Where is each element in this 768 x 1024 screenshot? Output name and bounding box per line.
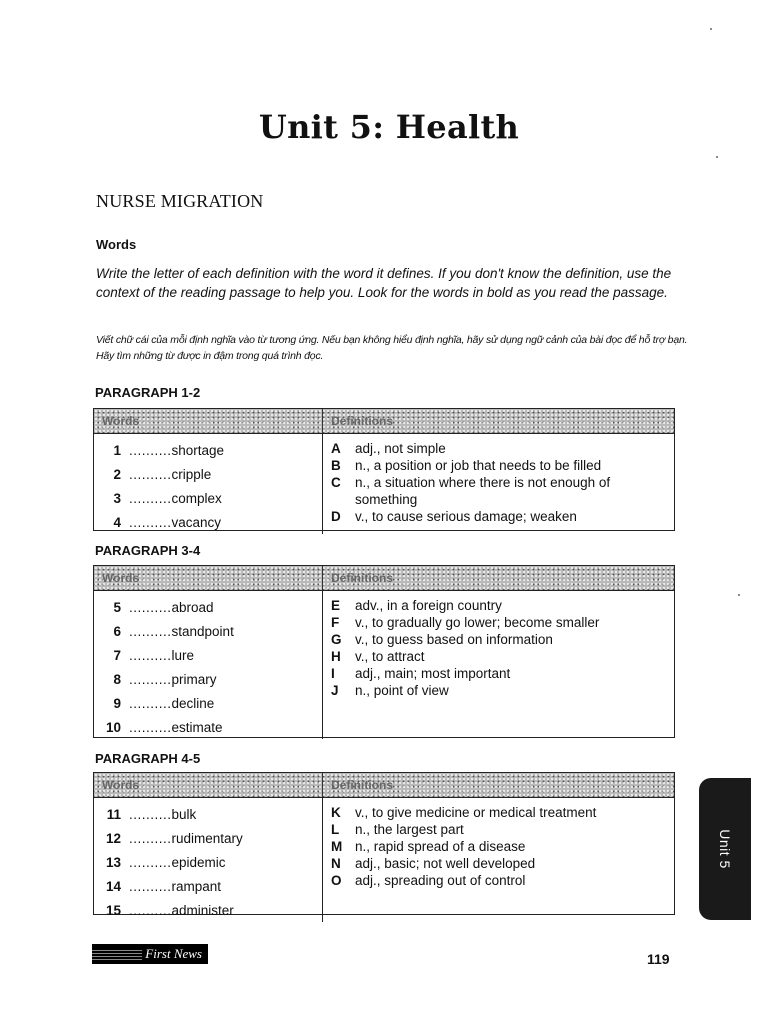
vocab-word: shortage <box>171 442 225 458</box>
paragraph-heading: PARAGRAPH 3-4 <box>95 543 201 558</box>
vocab-word: vacancy <box>171 514 222 530</box>
definitions-column <box>323 798 674 922</box>
definition-letter: J <box>331 683 339 698</box>
vocab-table <box>93 565 675 738</box>
definition-letter: F <box>331 615 340 630</box>
first-news-logo <box>92 944 208 964</box>
word-number: 6 <box>113 623 121 639</box>
word-row <box>94 898 322 922</box>
word-number: 4 <box>113 514 121 530</box>
vocab-word: administer <box>171 902 234 918</box>
word-number: 5 <box>113 599 121 615</box>
definition-text: n., rapid spread of a disease <box>355 839 526 854</box>
definition-text: n., point of view <box>355 683 449 698</box>
page-number: 119 <box>647 951 670 967</box>
definition-letter: M <box>331 839 343 854</box>
definitions-column <box>323 591 674 739</box>
vocab-word: complex <box>171 490 222 506</box>
table-header <box>94 773 674 798</box>
paragraph-heading: PARAGRAPH 1-2 <box>95 385 201 400</box>
definition-letter: I <box>331 666 335 681</box>
definition-row <box>331 838 674 855</box>
words-heading: Words <box>96 237 137 252</box>
words-column-header: Words <box>94 566 323 590</box>
word-row <box>94 850 322 874</box>
definition-row <box>331 440 674 457</box>
answer-blank[interactable]: .......... <box>129 719 172 735</box>
definition-text: n., the largest part <box>355 822 464 837</box>
definition-letter: K <box>331 805 341 820</box>
words-column-header: Words <box>94 773 323 797</box>
definition-letter: H <box>331 649 341 664</box>
vocab-word: lure <box>171 647 195 663</box>
word-row <box>94 826 322 850</box>
word-number: 14 <box>105 878 121 894</box>
word-row <box>94 486 322 510</box>
definition-row <box>331 682 674 699</box>
word-number: 13 <box>105 854 121 870</box>
definition-text: v., to guess based on information <box>355 632 553 647</box>
vocab-word: standpoint <box>171 623 234 639</box>
definitions-column-header: Definitions <box>331 414 393 428</box>
vocab-word: cripple <box>171 466 212 482</box>
word-number: 8 <box>113 671 121 687</box>
definition-row <box>331 457 674 474</box>
words-column <box>94 591 323 739</box>
definition-text: adj., not simple <box>355 441 446 456</box>
definition-row <box>331 872 674 889</box>
answer-blank[interactable]: .......... <box>129 466 172 482</box>
word-number: 12 <box>105 830 121 846</box>
word-row <box>94 715 322 739</box>
definition-text: v., to gradually go lower; become smaller <box>355 615 600 630</box>
vocab-word: primary <box>171 671 217 687</box>
answer-blank[interactable]: .......... <box>129 599 172 615</box>
definition-letter: G <box>331 632 342 647</box>
scan-speck <box>738 594 740 596</box>
vocab-word: rudimentary <box>171 830 243 846</box>
word-number: 1 <box>113 442 121 458</box>
words-column <box>94 798 323 922</box>
definitions-column-header: Definitions <box>331 571 393 585</box>
vocab-word: rampant <box>171 878 222 894</box>
definition-letter: L <box>331 822 340 837</box>
definition-text: v., to cause serious damage; weaken <box>355 509 577 524</box>
answer-blank[interactable]: .......... <box>129 442 172 458</box>
definition-text: adj., basic; not well developed <box>355 856 536 871</box>
scan-speck <box>710 28 712 30</box>
definition-letter: N <box>331 856 341 871</box>
definition-text: adj., main; most important <box>355 666 511 681</box>
word-number: 3 <box>113 490 121 506</box>
answer-blank[interactable]: .......... <box>129 490 172 506</box>
word-row <box>94 802 322 826</box>
table-header <box>94 409 674 434</box>
answer-blank[interactable]: .......... <box>129 854 172 870</box>
unit-title: Unit 5: Health <box>258 108 520 146</box>
answer-blank[interactable]: .......... <box>129 830 172 846</box>
definition-row <box>331 648 674 665</box>
definition-row <box>331 508 674 525</box>
logo-stripes <box>92 948 142 960</box>
definition-row <box>331 821 674 838</box>
side-tab-label: Unit 5 <box>717 829 733 869</box>
definition-letter: E <box>331 598 341 613</box>
vocab-word: abroad <box>171 599 214 615</box>
word-number: 2 <box>113 466 121 482</box>
answer-blank[interactable]: .......... <box>129 671 172 687</box>
section-title: NURSE MIGRATION <box>96 191 264 211</box>
answer-blank[interactable]: .......... <box>129 902 172 918</box>
word-row <box>94 510 322 534</box>
answer-blank[interactable]: .......... <box>129 514 172 530</box>
word-row <box>94 619 322 643</box>
answer-blank[interactable]: .......... <box>129 647 172 663</box>
definition-letter: A <box>331 441 341 456</box>
definition-text: n., a situation where there is not enough of something <box>355 475 611 507</box>
definition-row <box>331 804 674 821</box>
vocab-table <box>93 772 675 918</box>
word-row <box>94 691 322 715</box>
answer-blank[interactable]: .......... <box>129 695 172 711</box>
word-row <box>94 874 322 898</box>
words-column <box>94 434 323 534</box>
unit-side-tab <box>699 778 751 920</box>
vocab-word: bulk <box>171 806 197 822</box>
vocab-table <box>93 408 675 531</box>
definition-letter: O <box>331 873 342 888</box>
word-number: 15 <box>105 902 121 918</box>
definitions-column-header: Definitions <box>331 778 393 792</box>
word-row <box>94 595 322 619</box>
word-number: 11 <box>106 806 121 822</box>
instructions-english: Write the letter of each definition with the word it defines. If you don't know the definition, use the context of the reading passage to help you. Look for the words in bold as you read the passage. <box>96 266 672 300</box>
word-number: 10 <box>105 719 121 735</box>
table-header <box>94 566 674 591</box>
definition-row <box>331 631 674 648</box>
vocab-word: estimate <box>171 719 223 735</box>
word-row <box>94 667 322 691</box>
definition-text: n., a position or job that needs to be filled <box>355 458 602 473</box>
word-row <box>94 438 322 462</box>
definition-text: adj., spreading out of control <box>355 873 526 888</box>
vocab-word: decline <box>171 695 215 711</box>
word-row <box>94 643 322 667</box>
definition-text: v., to attract <box>355 649 425 664</box>
definition-row <box>331 597 674 614</box>
definition-row <box>331 665 674 682</box>
word-number: 7 <box>113 647 121 663</box>
answer-blank[interactable]: .......... <box>129 806 172 822</box>
definitions-column <box>323 434 674 534</box>
vocab-word: epidemic <box>171 854 226 870</box>
definition-text: adv., in a foreign country <box>355 598 502 613</box>
scan-speck <box>716 156 718 158</box>
paragraph-heading: PARAGRAPH 4-5 <box>95 751 201 766</box>
instructions-vietnamese: Viết chữ cái của mỗi định nghĩa vào từ tương ứng. Nếu bạn không hiểu định nghĩa, hãy sử dụng ngữ cảnh của bài đọc để hỗ trợ bạn. Hãy tìm những từ được in đậm trong quá trình đọc. <box>96 334 688 362</box>
word-number: 9 <box>113 695 121 711</box>
words-column-header: Words <box>94 409 323 433</box>
definition-letter: B <box>331 458 341 473</box>
answer-blank[interactable]: .......... <box>129 878 172 894</box>
word-row <box>94 462 322 486</box>
definition-row <box>331 614 674 631</box>
answer-blank[interactable]: .......... <box>129 623 172 639</box>
definition-letter: D <box>331 509 341 524</box>
definition-row <box>331 855 674 872</box>
definition-row <box>331 474 674 508</box>
definition-text: v., to give medicine or medical treatment <box>355 805 597 820</box>
logo-text: First News <box>145 946 202 961</box>
definition-letter: C <box>331 475 341 490</box>
